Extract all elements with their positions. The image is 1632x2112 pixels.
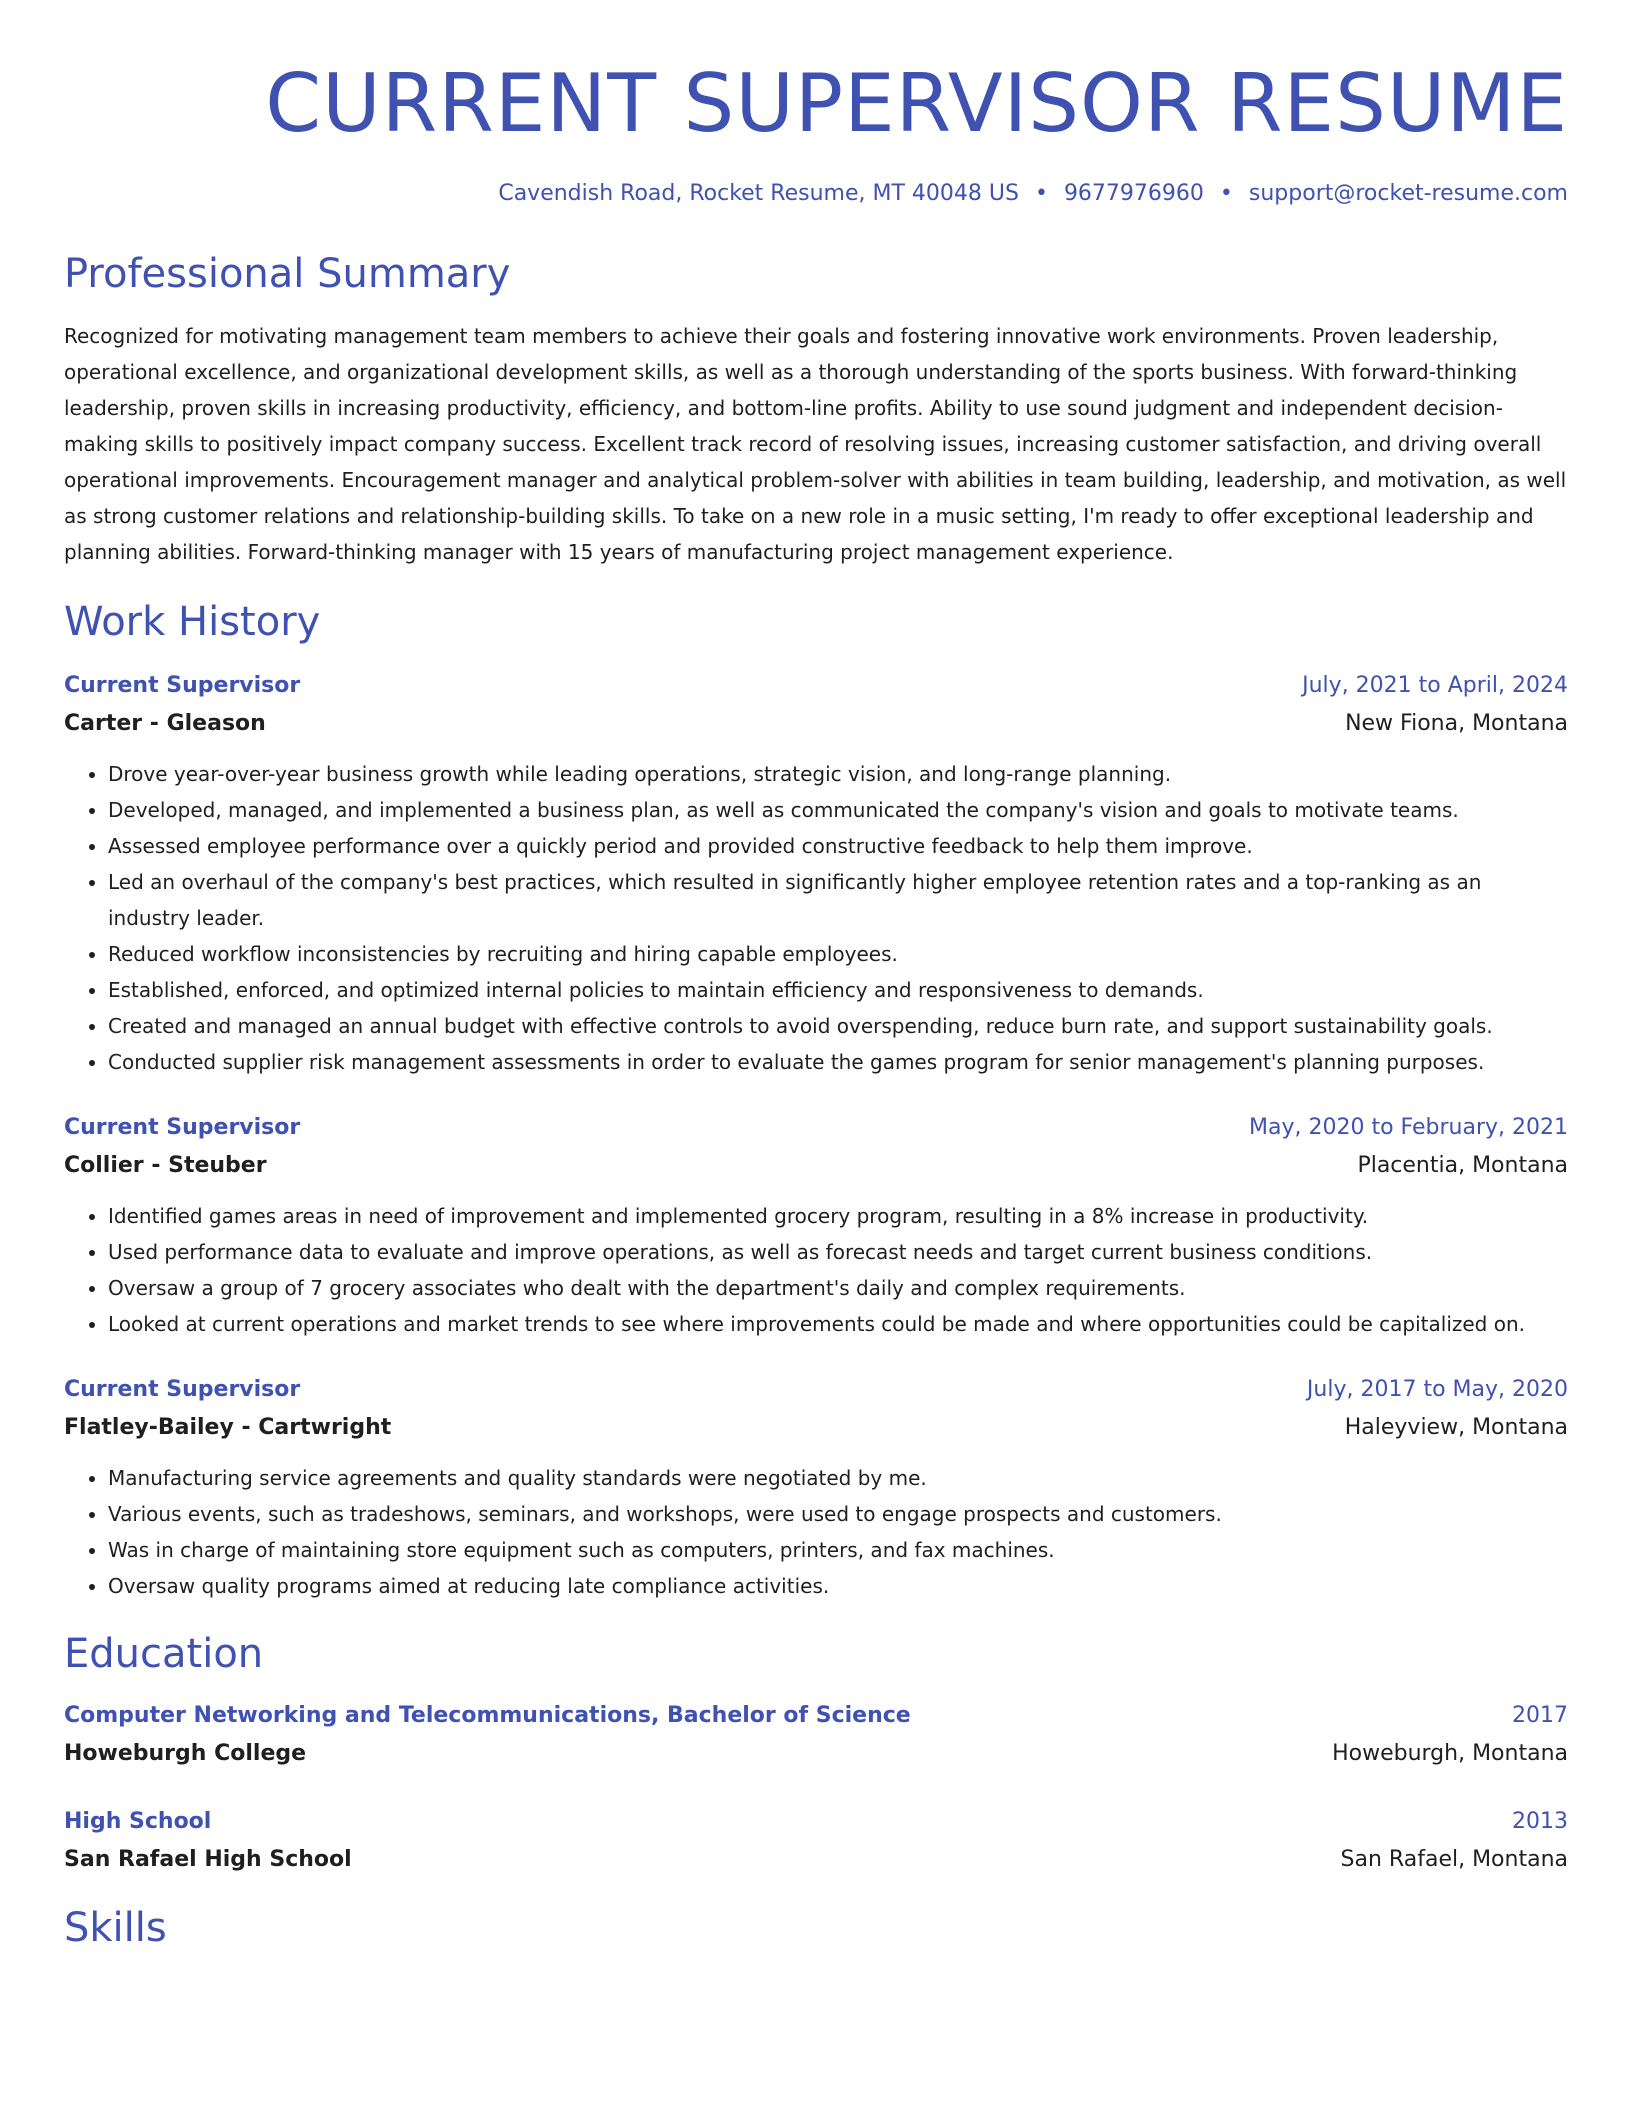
job-dates: May, 2020 to February, 2021 xyxy=(1249,1115,1568,1140)
education-year: 2013 xyxy=(1512,1809,1568,1834)
work-history-heading: Work History xyxy=(64,599,321,645)
job-entry xyxy=(64,1110,1568,1342)
education-entry xyxy=(64,1698,1568,1774)
job-title: Current Supervisor xyxy=(64,1377,301,1402)
job-bullet: • Oversaw a group of 7 grocery associates who dealt with the department's daily and complex requirements. xyxy=(108,1270,1568,1306)
education-degree: High School xyxy=(64,1809,212,1834)
education-school: San Rafael High School xyxy=(64,1847,352,1872)
job-bullet: • Reduced workflow inconsistencies by recruiting and hiring capable employees. xyxy=(108,936,1568,972)
summary-section xyxy=(64,248,1568,570)
skills-heading: Skills xyxy=(64,1905,167,1951)
education-degree: Computer Networking and Telecommunications, Bachelor of Science xyxy=(64,1703,911,1728)
resume-title: CURRENT SUPERVISOR RESUME xyxy=(265,57,1568,150)
job-bullet: • Manufacturing service agreements and quality standards were negotiated by me. xyxy=(108,1460,1568,1496)
summary-text: Recognized for motivating management team members to achieve their goals and fostering innovative work environments. Proven leadership, operational excellence, and organizational development skills, as well as a thorough understanding of the sports business. With forward-thinking leadership, proven skills in increasing productivity, efficiency, and bottom-line profits. Ability to use sound judgment and independent decision-making skills to positively impact company success. Excellent track record of resolving issues, increasing customer satisfaction, and driving overall operational improvements. Encouragement manager and analytical problem-solver with abilities in team building, leadership, and motivation, as well as strong customer relations and relationship-building skills. To take on a new role in a music setting, I'm ready to offer exceptional leadership and planning abilities. Forward-thinking manager with 15 years of manufacturing project management experience. xyxy=(64,324,1567,564)
contact-email: support@rocket-resume.com xyxy=(1248,181,1568,206)
job-location: Haleyview, Montana xyxy=(1344,1415,1568,1440)
education-heading: Education xyxy=(64,1631,264,1677)
contact-line xyxy=(64,180,1568,208)
job-bullet: • Identified games areas in need of improvement and implemented grocery program, resulting in a 8% increase in productivity. xyxy=(108,1198,1568,1234)
job-bullet: • Oversaw quality programs aimed at reducing late compliance activities. xyxy=(108,1568,1568,1604)
job-company: Carter - Gleason xyxy=(64,711,266,736)
job-entry xyxy=(64,1372,1568,1604)
contact-address: Cavendish Road, Rocket Resume, MT 40048 US xyxy=(498,181,1019,206)
job-bullet: • Established, enforced, and optimized internal policies to maintain efficiency and responsiveness to demands. xyxy=(108,972,1568,1008)
work-history-section xyxy=(64,596,1568,1604)
job-title: Current Supervisor xyxy=(64,1115,301,1140)
job-company: Flatley-Bailey - Cartwright xyxy=(64,1415,392,1440)
education-school: Howeburgh College xyxy=(64,1741,307,1766)
job-bullet: • Looked at current operations and market trends to see where improvements could be made and where opportunities could be capitalized on. xyxy=(108,1306,1568,1342)
summary-heading: Professional Summary xyxy=(64,251,511,297)
education-year: 2017 xyxy=(1512,1703,1568,1728)
education-location: Howeburgh, Montana xyxy=(1332,1741,1568,1766)
job-bullet: • Various events, such as tradeshows, seminars, and workshops, were used to engage prospects and customers. xyxy=(108,1496,1568,1532)
contact-phone: 9677976960 xyxy=(1063,181,1204,206)
job-title: Current Supervisor xyxy=(64,673,301,698)
job-bullet: • Developed, managed, and implemented a business plan, as well as communicated the company's vision and goals to motivate teams. xyxy=(108,792,1568,828)
job-location: Placentia, Montana xyxy=(1357,1153,1568,1178)
job-bullet: • Created and managed an annual budget with effective controls to avoid overspending, reduce burn rate, and support sustainability goals. xyxy=(108,1008,1568,1044)
education-entry xyxy=(64,1804,1568,1880)
education-section xyxy=(64,1628,1568,1880)
job-bullet: • Led an overhaul of the company's best practices, which resulted in significantly higher employee retention rates and a top-ranking as an industry leader. xyxy=(108,864,1568,936)
job-company: Collier - Steuber xyxy=(64,1153,267,1178)
job-bullets xyxy=(64,1460,1568,1604)
job-bullet: • Conducted supplier risk management assessments in order to evaluate the games program for senior management's planning purposes. xyxy=(108,1044,1568,1080)
skills-section xyxy=(64,1902,1568,1954)
job-bullets xyxy=(64,1198,1568,1342)
job-bullet: • Drove year-over-year business growth while leading operations, strategic vision, and long-range planning. xyxy=(108,756,1568,792)
job-entry xyxy=(64,668,1568,1080)
job-dates: July, 2021 to April, 2024 xyxy=(1302,673,1568,698)
contact-separator: • xyxy=(1034,181,1048,206)
job-bullet: • Assessed employee performance over a quickly period and provided constructive feedback to help them improve. xyxy=(108,828,1568,864)
job-bullets xyxy=(64,756,1568,1080)
education-location: San Rafael, Montana xyxy=(1340,1847,1568,1872)
contact-separator: • xyxy=(1219,181,1233,206)
job-bullet: • Used performance data to evaluate and improve operations, as well as forecast needs and target current business conditions. xyxy=(108,1234,1568,1270)
job-dates: July, 2017 to May, 2020 xyxy=(1306,1377,1568,1402)
job-location: New Fiona, Montana xyxy=(1345,711,1568,736)
job-bullet: • Was in charge of maintaining store equipment such as computers, printers, and fax machines. xyxy=(108,1532,1568,1568)
